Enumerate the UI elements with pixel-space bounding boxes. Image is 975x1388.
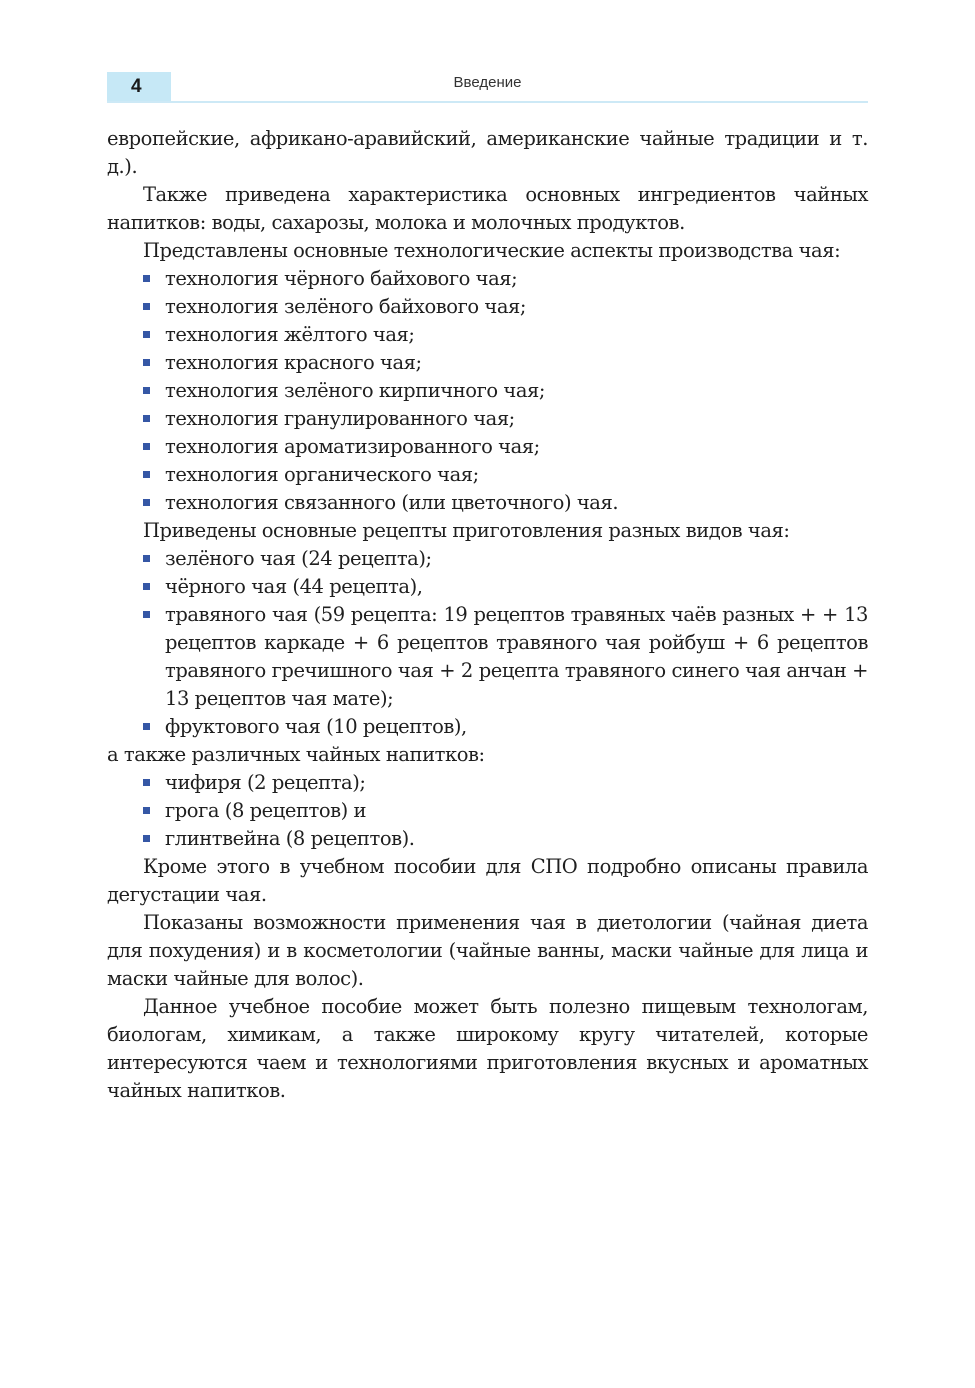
paragraph: Показаны возможности применения чая в диетологии (чайная диета для похудения) и в косметологии (чайные ванны, маски чайные для лица и маски чайные для волос). [107,911,868,990]
paragraph: Также приведена характеристика основных ингредиентов чайных напитков: воды, сахарозы, молока и молочных продуктов. [107,183,868,234]
running-title: Введение [453,74,522,91]
list-item: технология зелёного байхового чая; [107,293,868,321]
list-item: технология зелёного кирпичного чая; [107,377,868,405]
list-item: чёрного чая (44 рецепта), [107,573,868,601]
paragraph: а также различных чайных напитков: [107,743,485,766]
list-item: технология ароматизированного чая; [107,433,868,461]
list-item: технология связанного (или цветочного) чая. [107,489,868,517]
technology-list [107,265,868,517]
list-item: глинтвейна (8 рецептов). [107,825,868,853]
list-item: зелёного чая (24 рецепта); [107,545,868,573]
page-body [107,125,868,1105]
list-item: технология чёрного байхового чая; [107,265,868,293]
list-item: фруктового чая (10 рецептов), [107,713,868,741]
paragraph: Приведены основные рецепты приготовления разных видов чая: [143,519,790,542]
list-item: технология органического чая; [107,461,868,489]
paragraph: Кроме этого в учебном пособии для СПО подробно описаны правила дегустации чая. [107,855,868,906]
page-number: 4 [107,72,171,101]
list-item: чифиря (2 рецепта); [107,769,868,797]
paragraph: Данное учебное пособие может быть полезно пищевым технологам, биологам, химикам, а также широкому кругу читателей, которые интересуются чаем и технологиями приготовления вкусных и ароматных чайных напитков. [107,995,868,1102]
drinks-list [107,769,868,853]
list-item: травяного чая (59 рецепта: 19 рецептов травяных чаёв разных + + 13 рецептов каркаде + 6 рецептов травяного чая ройбуш + 6 рецептов травяного гречишного чая + 2 рецепта травяного синего чая анчан + 13 рецептов чая мате); [107,601,868,713]
page-header [107,72,868,103]
list-item: технология красного чая; [107,349,868,377]
recipe-list [107,545,868,741]
list-item: технология гранулированного чая; [107,405,868,433]
paragraph: Представлены основные технологические аспекты производства чая: [143,239,841,262]
list-item: грога (8 рецептов) и [107,797,868,825]
paragraph: европейские, африкано-аравийский, американские чайные традиции и т. д.). [107,127,868,178]
list-item: технология жёлтого чая; [107,321,868,349]
